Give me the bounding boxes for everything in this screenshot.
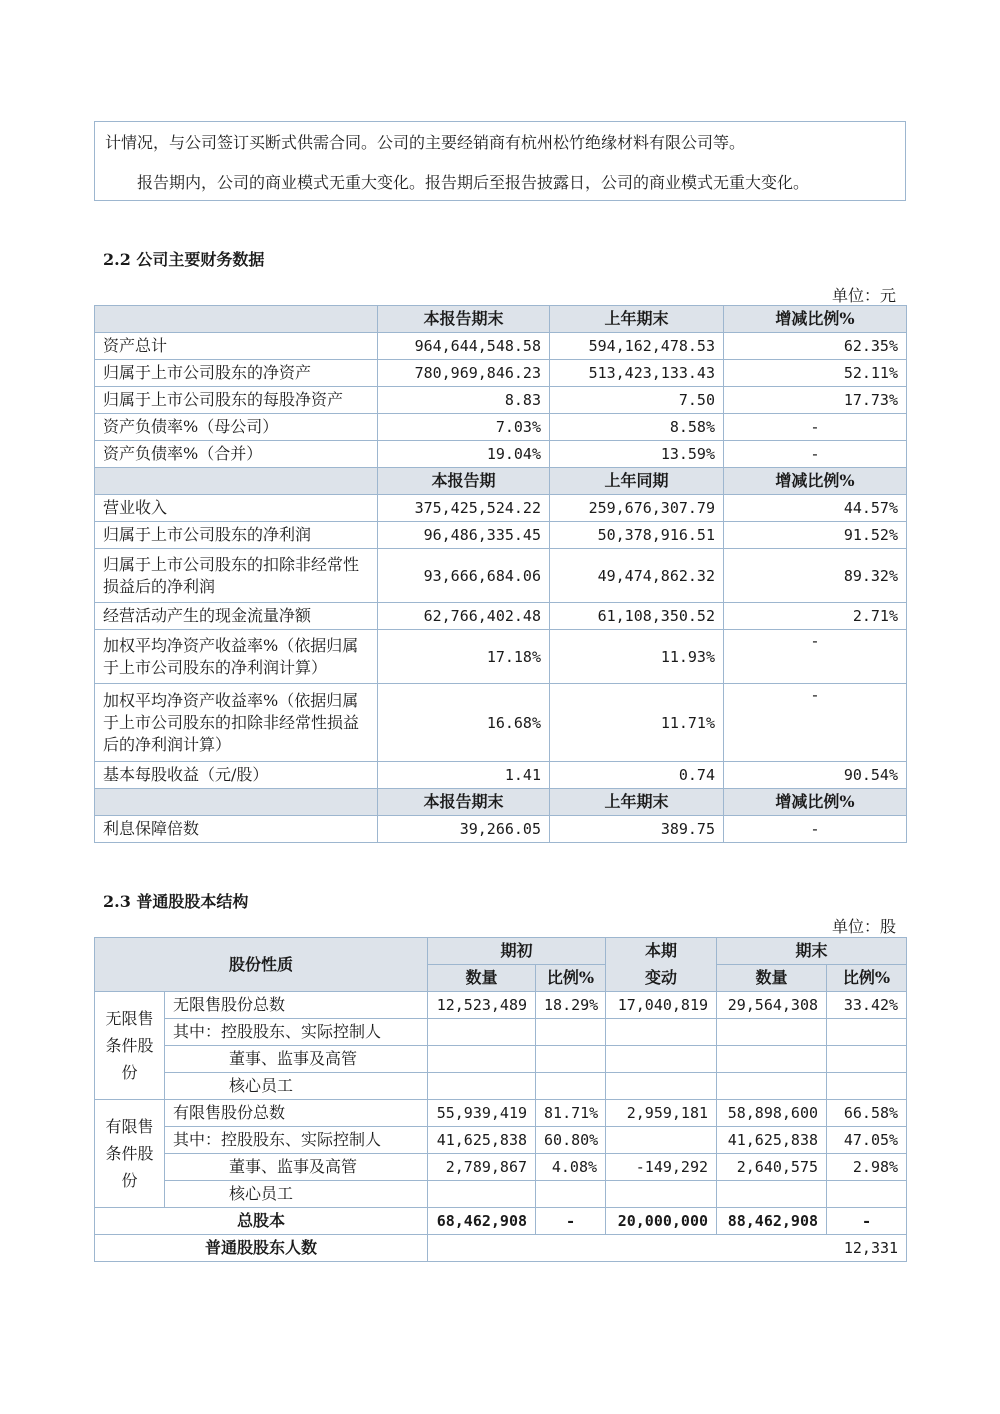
table-cell — [606, 1181, 717, 1208]
table-cell: 49,474,862.32 — [550, 549, 724, 603]
table-cell — [536, 1073, 606, 1100]
header-share-nature: 股份性质 — [95, 938, 428, 992]
table-cell: 18.29% — [536, 992, 606, 1019]
table-row — [95, 360, 907, 387]
table-cell: 2.71% — [724, 603, 907, 630]
column-header: 增减比例% — [724, 306, 907, 333]
table-cell: 89.32% — [724, 549, 907, 603]
table-row — [95, 387, 907, 414]
header-begin-qty: 数量 — [428, 965, 536, 992]
row-label: 其中：控股股东、实际控制人 — [165, 1019, 428, 1046]
column-header: 增减比例% — [724, 468, 907, 495]
table-cell: 2.98% — [827, 1154, 907, 1181]
table-row — [95, 1073, 907, 1100]
header-blank — [95, 306, 378, 333]
header-end: 期末 — [717, 938, 907, 965]
table-cell — [827, 1046, 907, 1073]
row-label: 经营活动产生的现金流量净额 — [95, 603, 378, 630]
table-cell: 8.83 — [378, 387, 550, 414]
table-row — [95, 762, 907, 789]
header-end-qty: 数量 — [717, 965, 827, 992]
table-cell — [536, 1019, 606, 1046]
table-cell: 2,789,867 — [428, 1154, 536, 1181]
table-cell: 8.58% — [550, 414, 724, 441]
table-row — [95, 549, 907, 603]
header-blank — [95, 468, 378, 495]
table-cell: 17.73% — [724, 387, 907, 414]
table-cell: 62,766,402.48 — [378, 603, 550, 630]
table-cell: 66.58% — [827, 1100, 907, 1127]
table-cell: 39,266.05 — [378, 816, 550, 843]
table-cell: 389.75 — [550, 816, 724, 843]
table-cell: - — [724, 630, 907, 684]
table-cell: 41,625,838 — [717, 1127, 827, 1154]
table-cell: 88,462,908 — [717, 1208, 827, 1235]
column-header: 增减比例% — [724, 789, 907, 816]
intro-line-2: 报告期内，公司的商业模式无重大变化。报告期后至报告披露日，公司的商业模式无重大变化。 — [137, 173, 810, 192]
table-cell — [428, 1181, 536, 1208]
table-cell: 11.93% — [550, 630, 724, 684]
intro-box — [94, 121, 906, 201]
row-label: 资产负债率%（合并） — [95, 441, 378, 468]
table-cell: - — [724, 816, 907, 843]
table-cell: 93,666,684.06 — [378, 549, 550, 603]
table-row — [95, 495, 907, 522]
table-cell — [827, 1073, 907, 1100]
share-group-label: 有限售条件股份 — [95, 1100, 165, 1208]
table-cell — [717, 1046, 827, 1073]
table-cell: 594,162,478.53 — [550, 333, 724, 360]
table-cell: 11.71% — [550, 684, 724, 762]
table-cell — [606, 1127, 717, 1154]
table-cell: 17.18% — [378, 630, 550, 684]
column-header: 本报告期末 — [378, 306, 550, 333]
table-cell: - — [724, 414, 907, 441]
table-cell: 375,425,524.22 — [378, 495, 550, 522]
table-cell: 61,108,350.52 — [550, 603, 724, 630]
column-header: 上年期末 — [550, 306, 724, 333]
share-group-label: 无限售条件股份 — [95, 992, 165, 1100]
header-beginning: 期初 — [428, 938, 606, 965]
table-cell: 50,378,916.51 — [550, 522, 724, 549]
table-header-row — [95, 468, 907, 495]
table-cell — [536, 1046, 606, 1073]
header-end-ratio: 比例% — [827, 965, 907, 992]
row-label: 归属于上市公司股东的每股净资产 — [95, 387, 378, 414]
header-change-top: 本期 — [606, 938, 717, 965]
table-row — [95, 1019, 907, 1046]
table-cell: 96,486,335.45 — [378, 522, 550, 549]
table-row — [95, 630, 907, 684]
table-row — [95, 441, 907, 468]
row-label: 资产总计 — [95, 333, 378, 360]
table-row — [95, 1046, 907, 1073]
table-cell — [428, 1019, 536, 1046]
row-label: 利息保障倍数 — [95, 816, 378, 843]
table-cell: 2,959,181 — [606, 1100, 717, 1127]
table-cell: 41,625,838 — [428, 1127, 536, 1154]
holders-label: 普通股股东人数 — [95, 1235, 428, 1262]
table-cell: 55,939,419 — [428, 1100, 536, 1127]
table-row — [95, 522, 907, 549]
table-cell: 12,523,489 — [428, 992, 536, 1019]
table-cell — [827, 1019, 907, 1046]
table-row — [95, 1181, 907, 1208]
table-row — [95, 603, 907, 630]
table-cell: 780,969,846.23 — [378, 360, 550, 387]
table-row — [95, 333, 907, 360]
row-label: 归属于上市公司股东的扣除非经常性损益后的净利润 — [95, 549, 378, 603]
table-cell: 60.80% — [536, 1127, 606, 1154]
row-label: 有限售股份总数 — [165, 1100, 428, 1127]
table-cell: 4.08% — [536, 1154, 606, 1181]
row-label: 资产负债率%（母公司） — [95, 414, 378, 441]
intro-line-1: 计情况，与公司签订买断式供需合同。公司的主要经销商有杭州松竹绝缘材料有限公司等。 — [105, 133, 746, 152]
table-cell — [428, 1073, 536, 1100]
table-row — [95, 1100, 907, 1127]
table-cell: 20,000,000 — [606, 1208, 717, 1235]
table-row — [95, 816, 907, 843]
table-cell — [606, 1073, 717, 1100]
share-structure-table — [94, 937, 907, 1262]
table-cell: - — [724, 441, 907, 468]
table-cell — [428, 1046, 536, 1073]
table-cell — [536, 1181, 606, 1208]
section-2-3-unit: 单位：股 — [831, 917, 896, 936]
section-2-2-unit: 单位：元 — [831, 286, 896, 305]
section-2-2-title: 2.2 公司主要财务数据 — [103, 250, 265, 269]
table-cell: 58,898,600 — [717, 1100, 827, 1127]
table-cell: 52.11% — [724, 360, 907, 387]
table-cell: -149,292 — [606, 1154, 717, 1181]
table-cell: 2,640,575 — [717, 1154, 827, 1181]
table-cell: 90.54% — [724, 762, 907, 789]
table-cell: 29,564,308 — [717, 992, 827, 1019]
table-row — [95, 992, 907, 1019]
row-label: 加权平均净资产收益率%（依据归属于上市公司股东的净利润计算） — [95, 630, 378, 684]
table-cell: 13.59% — [550, 441, 724, 468]
row-label: 归属于上市公司股东的净资产 — [95, 360, 378, 387]
table-row — [95, 684, 907, 762]
table-cell: 1.41 — [378, 762, 550, 789]
table-cell: - — [827, 1208, 907, 1235]
row-label: 其中：控股股东、实际控制人 — [165, 1127, 428, 1154]
table-cell: 47.05% — [827, 1127, 907, 1154]
table-cell: 33.42% — [827, 992, 907, 1019]
table-row — [95, 1127, 907, 1154]
column-header: 上年同期 — [550, 468, 724, 495]
table-cell: 62.35% — [724, 333, 907, 360]
table-row — [95, 414, 907, 441]
table-cell: 91.52% — [724, 522, 907, 549]
total-row — [95, 1208, 907, 1235]
financial-data-table — [94, 305, 907, 843]
table-cell: 16.68% — [378, 684, 550, 762]
row-label: 核心员工 — [165, 1073, 428, 1100]
table-cell: - — [724, 684, 907, 762]
table-cell: 513,423,133.43 — [550, 360, 724, 387]
holders-row — [95, 1235, 907, 1262]
row-label: 无限售股份总数 — [165, 992, 428, 1019]
table-cell: 17,040,819 — [606, 992, 717, 1019]
table-cell — [827, 1181, 907, 1208]
table-cell — [717, 1073, 827, 1100]
table-cell: 0.74 — [550, 762, 724, 789]
row-label: 营业收入 — [95, 495, 378, 522]
table-cell — [717, 1181, 827, 1208]
table-cell: - — [536, 1208, 606, 1235]
column-header: 本报告期末 — [378, 789, 550, 816]
table-cell: 19.04% — [378, 441, 550, 468]
column-header: 上年期末 — [550, 789, 724, 816]
table-header-row — [95, 789, 907, 816]
total-label: 总股本 — [95, 1208, 428, 1235]
table-cell — [606, 1046, 717, 1073]
row-label: 核心员工 — [165, 1181, 428, 1208]
table-cell: 7.50 — [550, 387, 724, 414]
holders-value: 12,331 — [428, 1235, 907, 1262]
header-blank — [95, 789, 378, 816]
header-change-bottom: 变动 — [606, 965, 717, 992]
row-label: 加权平均净资产收益率%（依据归属于上市公司股东的扣除非经常性损益后的净利润计算） — [95, 684, 378, 762]
row-label: 董事、监事及高管 — [165, 1046, 428, 1073]
row-label: 董事、监事及高管 — [165, 1154, 428, 1181]
table-row — [95, 1154, 907, 1181]
row-label: 归属于上市公司股东的净利润 — [95, 522, 378, 549]
table-cell — [606, 1019, 717, 1046]
table-cell: 964,644,548.58 — [378, 333, 550, 360]
row-label: 基本每股收益（元/股） — [95, 762, 378, 789]
table-cell: 44.57% — [724, 495, 907, 522]
header-begin-ratio: 比例% — [536, 965, 606, 992]
table-cell: 81.71% — [536, 1100, 606, 1127]
table-cell: 259,676,307.79 — [550, 495, 724, 522]
table-cell: 7.03% — [378, 414, 550, 441]
table-cell — [717, 1019, 827, 1046]
table-cell: 68,462,908 — [428, 1208, 536, 1235]
table-header-row — [95, 306, 907, 333]
section-2-3-title: 2.3 普通股股本结构 — [103, 892, 249, 911]
column-header: 本报告期 — [378, 468, 550, 495]
